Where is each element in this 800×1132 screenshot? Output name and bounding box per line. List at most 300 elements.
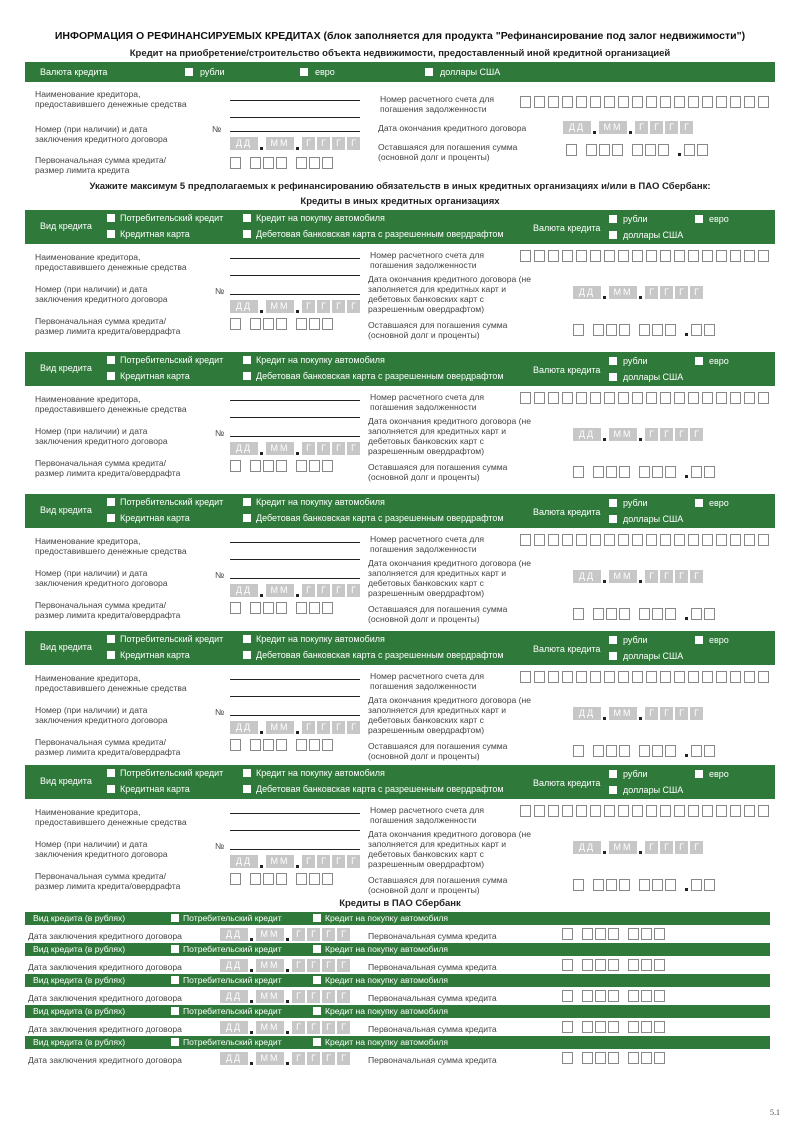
account-box[interactable] [702, 250, 713, 262]
contract-date-dd-box[interactable]: ДД [230, 721, 258, 734]
remaining-box[interactable] [645, 144, 656, 156]
debit-checkbox[interactable] [243, 372, 251, 380]
initial-sum-box[interactable] [230, 602, 241, 614]
contract-date-dd-box[interactable]: ДД [230, 584, 258, 597]
account-box[interactable] [548, 392, 559, 404]
creditor-name-field-2[interactable] [230, 830, 360, 831]
sber-initial-sum-box[interactable] [628, 1052, 639, 1064]
remaining-box[interactable] [665, 324, 676, 336]
initial-sum-box[interactable] [276, 318, 287, 330]
eur-checkbox[interactable] [695, 770, 703, 778]
initial-sum-box[interactable] [276, 873, 287, 885]
consumer-checkbox[interactable] [107, 635, 115, 643]
creditor-name-field[interactable] [230, 813, 360, 814]
sber-conclusion-date-year-box[interactable]: Г [322, 959, 335, 972]
initial-sum-box[interactable] [263, 873, 274, 885]
account-box[interactable] [562, 671, 573, 683]
initial-sum-box[interactable] [309, 157, 320, 169]
sber-initial-sum-box[interactable] [595, 928, 606, 940]
sber-initial-sum-box[interactable] [582, 1021, 593, 1033]
sber-initial-sum-box[interactable] [595, 1052, 606, 1064]
contract-date-year-box[interactable]: Г [332, 137, 345, 150]
creditor-name-field[interactable] [230, 400, 360, 401]
remaining-box[interactable] [573, 466, 584, 478]
account-box[interactable] [618, 534, 629, 546]
contract-date-year-box[interactable]: Г [332, 442, 345, 455]
sber-initial-sum-box[interactable] [628, 990, 639, 1002]
creditor-name-field[interactable] [230, 542, 360, 543]
end-date-year-box[interactable]: Г [665, 121, 678, 134]
end-date-dd-box[interactable]: ДД [573, 570, 601, 583]
sber-initial-sum-box[interactable] [654, 1021, 665, 1033]
car-checkbox[interactable] [243, 635, 251, 643]
account-box[interactable] [646, 96, 657, 108]
account-box[interactable] [576, 534, 587, 546]
account-box[interactable] [716, 392, 727, 404]
remaining-box[interactable] [619, 879, 630, 891]
sber-initial-sum-box[interactable] [628, 1021, 639, 1033]
account-box[interactable] [646, 671, 657, 683]
account-box[interactable] [730, 392, 741, 404]
contract-number-field[interactable] [230, 294, 360, 295]
remaining-box[interactable] [691, 466, 702, 478]
account-box[interactable] [618, 392, 629, 404]
remaining-box[interactable] [599, 144, 610, 156]
consumer-checkbox[interactable] [107, 769, 115, 777]
account-box[interactable] [716, 671, 727, 683]
end-date-year-box[interactable]: Г [675, 707, 688, 720]
account-box[interactable] [548, 534, 559, 546]
remaining-box[interactable] [704, 879, 715, 891]
account-box[interactable] [562, 392, 573, 404]
account-box[interactable] [702, 392, 713, 404]
initial-sum-box[interactable] [263, 157, 274, 169]
eur-checkbox[interactable] [695, 215, 703, 223]
sber-initial-sum-box[interactable] [595, 1021, 606, 1033]
account-box[interactable] [576, 671, 587, 683]
sber-initial-sum-box[interactable] [608, 959, 619, 971]
car-checkbox[interactable] [243, 498, 251, 506]
sber-initial-sum-box[interactable] [582, 990, 593, 1002]
account-box[interactable] [534, 96, 545, 108]
sber-initial-sum-box[interactable] [628, 959, 639, 971]
account-box[interactable] [534, 392, 545, 404]
contract-date-year-box[interactable]: Г [347, 721, 360, 734]
contract-date-year-box[interactable]: Г [347, 137, 360, 150]
remaining-box[interactable] [691, 879, 702, 891]
account-box[interactable] [632, 392, 643, 404]
account-box[interactable] [716, 250, 727, 262]
account-box[interactable] [730, 96, 741, 108]
eur-checkbox[interactable] [695, 499, 703, 507]
initial-sum-box[interactable] [309, 739, 320, 751]
initial-sum-box[interactable] [276, 157, 287, 169]
initial-sum-box[interactable] [250, 318, 261, 330]
account-box[interactable] [590, 534, 601, 546]
account-box[interactable] [744, 534, 755, 546]
end-date-year-box[interactable]: Г [690, 286, 703, 299]
account-box[interactable] [716, 805, 727, 817]
account-box[interactable] [576, 96, 587, 108]
contract-number-field[interactable] [230, 436, 360, 437]
account-box[interactable] [632, 96, 643, 108]
sber-initial-sum-box[interactable] [654, 928, 665, 940]
account-box[interactable] [618, 805, 629, 817]
sber-initial-sum-box[interactable] [582, 959, 593, 971]
contract-date-year-box[interactable]: Г [302, 855, 315, 868]
initial-sum-box[interactable] [250, 739, 261, 751]
sber-initial-sum-box[interactable] [562, 990, 573, 1002]
account-box[interactable] [590, 392, 601, 404]
end-date-year-box[interactable]: Г [645, 428, 658, 441]
initial-sum-box[interactable] [296, 739, 307, 751]
contract-date-dd-box[interactable]: ДД [230, 442, 258, 455]
consumer-checkbox[interactable] [107, 356, 115, 364]
account-box[interactable] [730, 534, 741, 546]
initial-sum-box[interactable] [296, 873, 307, 885]
remaining-box[interactable] [704, 608, 715, 620]
contract-date-year-box[interactable]: Г [302, 584, 315, 597]
end-date-year-box[interactable]: Г [635, 121, 648, 134]
contract-number-field[interactable] [230, 578, 360, 579]
remaining-box[interactable] [593, 879, 604, 891]
end-date-year-box[interactable]: Г [650, 121, 663, 134]
remaining-box[interactable] [665, 745, 676, 757]
sber-conclusion-date-year-box[interactable]: Г [292, 928, 305, 941]
sber-car-checkbox[interactable] [313, 1038, 321, 1046]
remaining-box[interactable] [652, 879, 663, 891]
remaining-box[interactable] [573, 324, 584, 336]
initial-sum-box[interactable] [250, 602, 261, 614]
contract-date-year-box[interactable]: Г [347, 300, 360, 313]
account-box[interactable] [534, 250, 545, 262]
debit-checkbox[interactable] [243, 785, 251, 793]
account-box[interactable] [590, 250, 601, 262]
sber-consumer-checkbox[interactable] [171, 976, 179, 984]
sber-conclusion-date-year-box[interactable]: Г [322, 1052, 335, 1065]
account-box[interactable] [534, 534, 545, 546]
sber-initial-sum-box[interactable] [641, 1021, 652, 1033]
contract-date-year-box[interactable]: Г [302, 442, 315, 455]
rub-checkbox[interactable] [609, 770, 617, 778]
sber-consumer-checkbox[interactable] [171, 1038, 179, 1046]
remaining-box[interactable] [586, 144, 597, 156]
account-box[interactable] [702, 96, 713, 108]
contract-number-field[interactable] [230, 131, 360, 132]
remaining-box[interactable] [606, 324, 617, 336]
contract-date-year-box[interactable]: Г [347, 442, 360, 455]
consumer-checkbox[interactable] [107, 214, 115, 222]
account-box[interactable] [632, 250, 643, 262]
initial-sum-box[interactable] [263, 602, 274, 614]
sber-conclusion-date-mm-box[interactable]: ММ [256, 928, 284, 941]
remaining-box[interactable] [639, 324, 650, 336]
sber-conclusion-date-mm-box[interactable]: ММ [256, 990, 284, 1003]
end-date-year-box[interactable]: Г [690, 570, 703, 583]
end-date-dd-box[interactable]: ДД [573, 707, 601, 720]
end-date-dd-box[interactable]: ДД [573, 841, 601, 854]
account-box[interactable] [702, 671, 713, 683]
contract-date-year-box[interactable]: Г [332, 584, 345, 597]
sber-conclusion-date-dd-box[interactable]: ДД [220, 1021, 248, 1034]
account-box[interactable] [618, 250, 629, 262]
sber-initial-sum-box[interactable] [641, 928, 652, 940]
sber-conclusion-date-year-box[interactable]: Г [307, 1021, 320, 1034]
remaining-box[interactable] [652, 608, 663, 620]
remaining-box[interactable] [658, 144, 669, 156]
account-box[interactable] [590, 805, 601, 817]
creditor-name-field[interactable] [230, 100, 360, 101]
account-box[interactable] [730, 805, 741, 817]
account-box[interactable] [562, 96, 573, 108]
rub-checkbox[interactable] [609, 215, 617, 223]
usd-checkbox[interactable] [425, 68, 433, 76]
contract-date-dd-box[interactable]: ДД [230, 300, 258, 313]
account-box[interactable] [520, 534, 531, 546]
account-box[interactable] [674, 392, 685, 404]
initial-sum-box[interactable] [322, 460, 333, 472]
end-date-year-box[interactable]: Г [660, 570, 673, 583]
account-box[interactable] [520, 671, 531, 683]
account-box[interactable] [604, 96, 615, 108]
initial-sum-box[interactable] [263, 318, 274, 330]
account-box[interactable] [520, 96, 531, 108]
account-box[interactable] [744, 96, 755, 108]
account-box[interactable] [646, 805, 657, 817]
usd-checkbox[interactable] [609, 652, 617, 660]
initial-sum-box[interactable] [263, 460, 274, 472]
remaining-box[interactable] [691, 608, 702, 620]
account-box[interactable] [674, 671, 685, 683]
remaining-box[interactable] [691, 324, 702, 336]
sber-initial-sum-box[interactable] [641, 990, 652, 1002]
account-box[interactable] [688, 671, 699, 683]
end-date-year-box[interactable]: Г [675, 286, 688, 299]
account-box[interactable] [758, 250, 769, 262]
card-checkbox[interactable] [107, 785, 115, 793]
remaining-box[interactable] [691, 745, 702, 757]
remaining-box[interactable] [652, 745, 663, 757]
end-date-year-box[interactable]: Г [680, 121, 693, 134]
sber-initial-sum-box[interactable] [608, 1052, 619, 1064]
contract-date-year-box[interactable]: Г [317, 721, 330, 734]
sber-conclusion-date-year-box[interactable]: Г [307, 959, 320, 972]
account-box[interactable] [674, 534, 685, 546]
card-checkbox[interactable] [107, 514, 115, 522]
remaining-box[interactable] [665, 879, 676, 891]
remaining-box[interactable] [704, 745, 715, 757]
account-box[interactable] [520, 250, 531, 262]
debit-checkbox[interactable] [243, 651, 251, 659]
end-date-year-box[interactable]: Г [660, 286, 673, 299]
end-date-year-box[interactable]: Г [660, 428, 673, 441]
account-box[interactable] [576, 805, 587, 817]
usd-checkbox[interactable] [609, 231, 617, 239]
sber-conclusion-date-dd-box[interactable]: ДД [220, 990, 248, 1003]
eur-checkbox[interactable] [300, 68, 308, 76]
remaining-box[interactable] [697, 144, 708, 156]
end-date-year-box[interactable]: Г [675, 428, 688, 441]
sber-car-checkbox[interactable] [313, 976, 321, 984]
remaining-box[interactable] [612, 144, 623, 156]
contract-date-mm-box[interactable]: ММ [266, 300, 294, 313]
sber-conclusion-date-year-box[interactable]: Г [337, 1052, 350, 1065]
account-box[interactable] [758, 671, 769, 683]
contract-date-year-box[interactable]: Г [302, 721, 315, 734]
remaining-box[interactable] [619, 466, 630, 478]
end-date-year-box[interactable]: Г [645, 286, 658, 299]
account-box[interactable] [576, 392, 587, 404]
account-box[interactable] [520, 392, 531, 404]
remaining-box[interactable] [619, 608, 630, 620]
remaining-box[interactable] [704, 324, 715, 336]
sber-conclusion-date-year-box[interactable]: Г [337, 1021, 350, 1034]
end-date-dd-box[interactable]: ДД [573, 286, 601, 299]
contract-date-dd-box[interactable]: ДД [230, 137, 258, 150]
account-box[interactable] [744, 392, 755, 404]
remaining-box[interactable] [606, 879, 617, 891]
account-box[interactable] [688, 805, 699, 817]
account-box[interactable] [534, 671, 545, 683]
remaining-box[interactable] [639, 466, 650, 478]
end-date-mm-box[interactable]: ММ [609, 570, 637, 583]
eur-checkbox[interactable] [695, 636, 703, 644]
account-box[interactable] [632, 805, 643, 817]
rub-checkbox[interactable] [609, 636, 617, 644]
remaining-box[interactable] [684, 144, 695, 156]
end-date-dd-box[interactable]: ДД [573, 428, 601, 441]
sber-initial-sum-box[interactable] [595, 990, 606, 1002]
contract-number-field[interactable] [230, 849, 360, 850]
end-date-year-box[interactable]: Г [690, 707, 703, 720]
remaining-box[interactable] [639, 608, 650, 620]
initial-sum-box[interactable] [322, 739, 333, 751]
account-box[interactable] [548, 96, 559, 108]
account-box[interactable] [758, 392, 769, 404]
initial-sum-box[interactable] [309, 460, 320, 472]
account-box[interactable] [660, 534, 671, 546]
end-date-dd-box[interactable]: ДД [563, 121, 591, 134]
sber-conclusion-date-year-box[interactable]: Г [292, 959, 305, 972]
sber-initial-sum-box[interactable] [654, 990, 665, 1002]
initial-sum-box[interactable] [230, 873, 241, 885]
sber-conclusion-date-year-box[interactable]: Г [322, 1021, 335, 1034]
rub-checkbox[interactable] [609, 499, 617, 507]
end-date-year-box[interactable]: Г [645, 707, 658, 720]
remaining-box[interactable] [573, 745, 584, 757]
account-box[interactable] [758, 96, 769, 108]
sber-conclusion-date-year-box[interactable]: Г [307, 928, 320, 941]
account-box[interactable] [758, 805, 769, 817]
sber-car-checkbox[interactable] [313, 945, 321, 953]
account-box[interactable] [618, 96, 629, 108]
account-box[interactable] [618, 671, 629, 683]
end-date-year-box[interactable]: Г [660, 707, 673, 720]
account-box[interactable] [646, 534, 657, 546]
account-box[interactable] [674, 250, 685, 262]
remaining-box[interactable] [619, 745, 630, 757]
usd-checkbox[interactable] [609, 515, 617, 523]
contract-number-field[interactable] [230, 715, 360, 716]
sber-conclusion-date-year-box[interactable]: Г [292, 1052, 305, 1065]
account-box[interactable] [674, 96, 685, 108]
account-box[interactable] [604, 671, 615, 683]
remaining-box[interactable] [593, 745, 604, 757]
end-date-mm-box[interactable]: ММ [609, 286, 637, 299]
account-box[interactable] [744, 671, 755, 683]
initial-sum-box[interactable] [250, 873, 261, 885]
account-box[interactable] [548, 671, 559, 683]
sber-initial-sum-box[interactable] [608, 928, 619, 940]
account-box[interactable] [562, 805, 573, 817]
sber-conclusion-date-year-box[interactable]: Г [322, 990, 335, 1003]
creditor-name-field-2[interactable] [230, 417, 360, 418]
consumer-checkbox[interactable] [107, 498, 115, 506]
initial-sum-box[interactable] [296, 318, 307, 330]
sber-car-checkbox[interactable] [313, 1007, 321, 1015]
account-box[interactable] [660, 671, 671, 683]
sber-conclusion-date-year-box[interactable]: Г [337, 959, 350, 972]
end-date-year-box[interactable]: Г [645, 570, 658, 583]
sber-initial-sum-box[interactable] [582, 1052, 593, 1064]
account-box[interactable] [548, 805, 559, 817]
end-date-year-box[interactable]: Г [660, 841, 673, 854]
account-box[interactable] [744, 250, 755, 262]
end-date-mm-box[interactable]: ММ [609, 707, 637, 720]
sber-conclusion-date-dd-box[interactable]: ДД [220, 959, 248, 972]
account-box[interactable] [716, 96, 727, 108]
account-box[interactable] [660, 805, 671, 817]
sber-conclusion-date-year-box[interactable]: Г [322, 928, 335, 941]
debit-checkbox[interactable] [243, 230, 251, 238]
account-box[interactable] [632, 671, 643, 683]
sber-initial-sum-box[interactable] [595, 959, 606, 971]
account-box[interactable] [758, 534, 769, 546]
account-box[interactable] [702, 805, 713, 817]
remaining-box[interactable] [573, 879, 584, 891]
sber-initial-sum-box[interactable] [562, 959, 573, 971]
contract-date-year-box[interactable]: Г [317, 442, 330, 455]
sber-initial-sum-box[interactable] [608, 1021, 619, 1033]
remaining-box[interactable] [606, 466, 617, 478]
account-box[interactable] [646, 250, 657, 262]
rub-checkbox[interactable] [185, 68, 193, 76]
sber-initial-sum-box[interactable] [628, 928, 639, 940]
creditor-name-field[interactable] [230, 679, 360, 680]
sber-initial-sum-box[interactable] [562, 1021, 573, 1033]
sber-conclusion-date-year-box[interactable]: Г [337, 990, 350, 1003]
sber-consumer-checkbox[interactable] [171, 1007, 179, 1015]
sber-initial-sum-box[interactable] [582, 928, 593, 940]
contract-date-year-box[interactable]: Г [332, 300, 345, 313]
sber-conclusion-date-year-box[interactable]: Г [292, 990, 305, 1003]
car-checkbox[interactable] [243, 214, 251, 222]
account-box[interactable] [604, 392, 615, 404]
account-box[interactable] [660, 392, 671, 404]
remaining-box[interactable] [566, 144, 577, 156]
remaining-box[interactable] [639, 745, 650, 757]
remaining-box[interactable] [639, 879, 650, 891]
contract-date-mm-box[interactable]: ММ [266, 137, 294, 150]
debit-checkbox[interactable] [243, 514, 251, 522]
initial-sum-box[interactable] [322, 602, 333, 614]
remaining-box[interactable] [593, 608, 604, 620]
sber-initial-sum-box[interactable] [608, 990, 619, 1002]
account-box[interactable] [688, 392, 699, 404]
account-box[interactable] [660, 96, 671, 108]
remaining-box[interactable] [652, 466, 663, 478]
initial-sum-box[interactable] [309, 602, 320, 614]
